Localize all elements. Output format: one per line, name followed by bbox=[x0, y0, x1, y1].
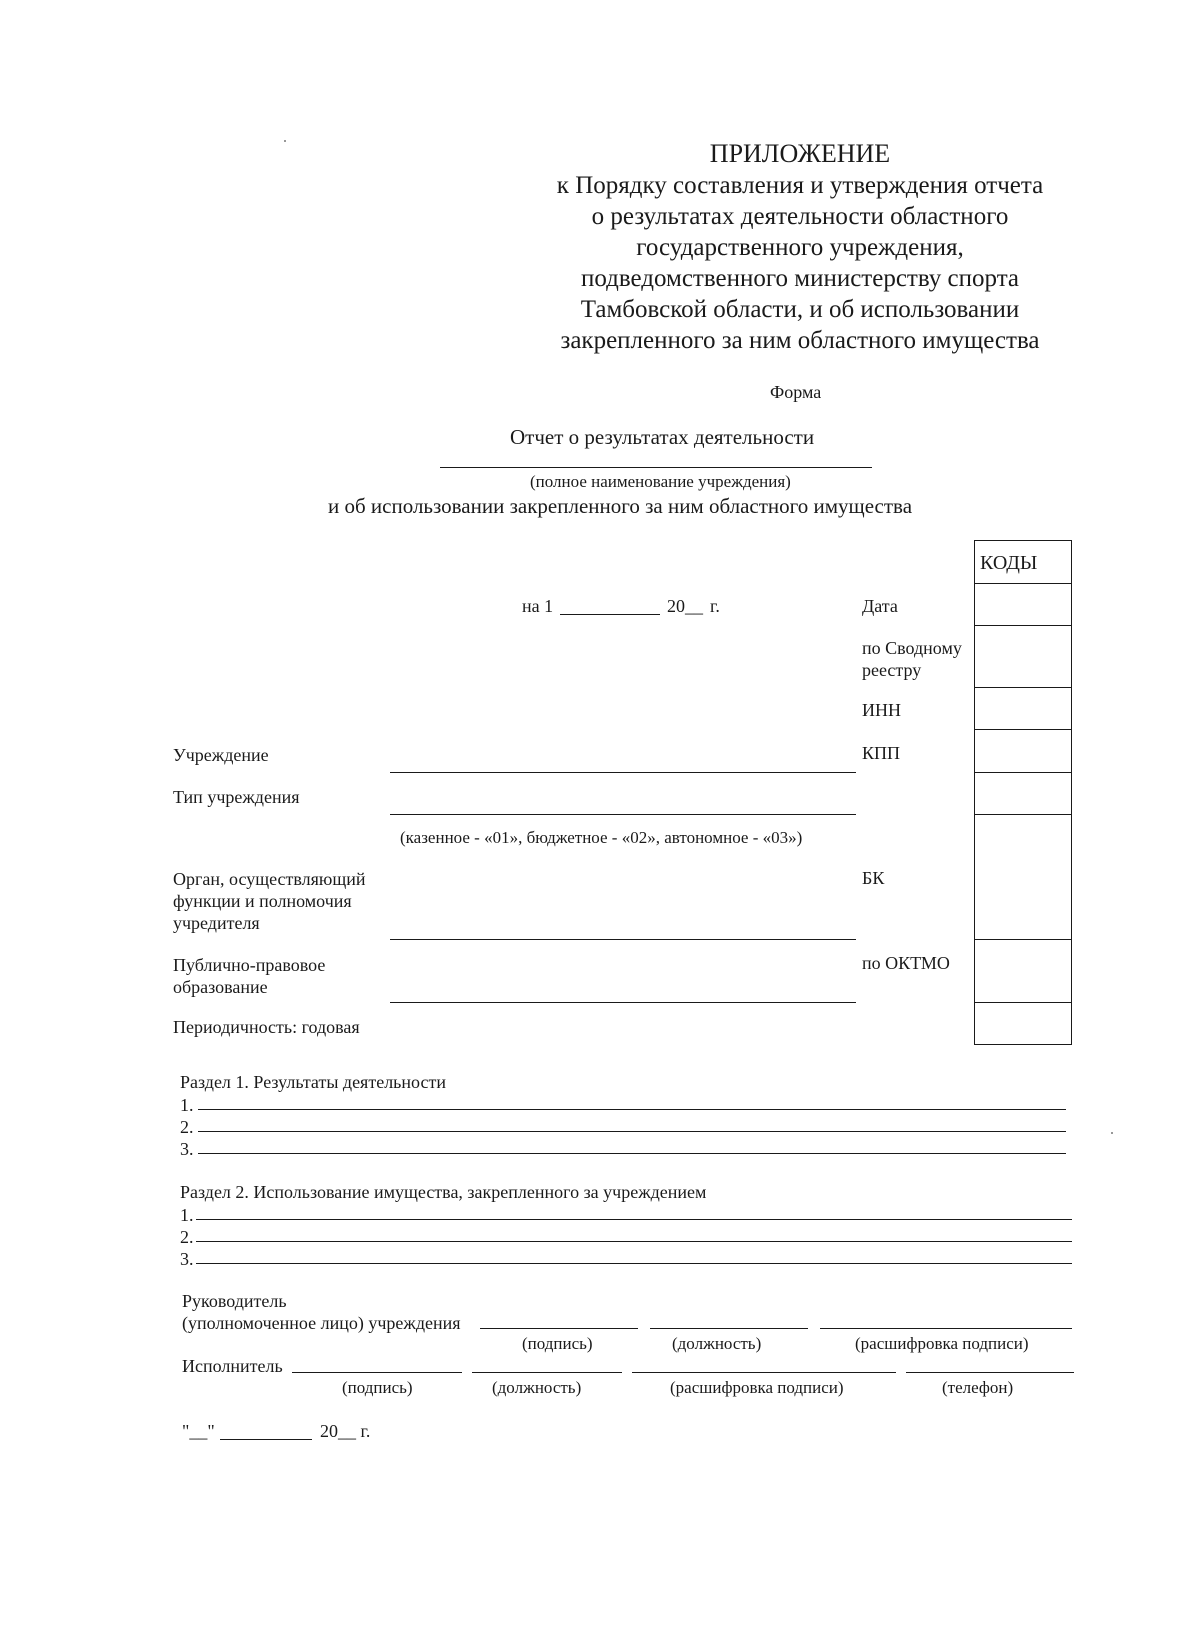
head-caption-signature: (подпись) bbox=[522, 1334, 593, 1353]
head-label-1: Руководитель bbox=[182, 1291, 287, 1311]
form-label: Форма bbox=[770, 382, 822, 402]
appendix-line: Тамбовской области, и об использовании bbox=[580, 296, 1020, 323]
institution-type-hint: (казенное - «01», бюджетное - «02», автономное - «03») bbox=[400, 828, 803, 847]
executor-signature-line[interactable] bbox=[292, 1372, 462, 1373]
code-cell-type[interactable] bbox=[975, 772, 1071, 815]
section2-item-number: 1. bbox=[180, 1205, 194, 1225]
executor-name-line[interactable] bbox=[632, 1372, 896, 1373]
code-cell-inn[interactable] bbox=[975, 687, 1071, 730]
scan-speck bbox=[284, 140, 286, 142]
label-periodicity: Периодичность: годовая bbox=[173, 1017, 360, 1037]
codes-table bbox=[974, 540, 1072, 1045]
appendix-line: закрепленного за ним областного имущества bbox=[560, 327, 1040, 354]
section1-item-number: 2. bbox=[180, 1117, 194, 1137]
label-bk: БК bbox=[862, 868, 885, 888]
institution-name-hint: (полное наименование учреждения) bbox=[530, 472, 791, 491]
label-date: Дата bbox=[862, 596, 898, 616]
signature-date-day: "__" bbox=[182, 1421, 215, 1441]
label-founder-2: функции и полномочия bbox=[173, 891, 352, 911]
appendix-line: к Порядку составления и утверждения отчета bbox=[556, 172, 1044, 199]
section2-line-2[interactable] bbox=[196, 1241, 1072, 1242]
code-cell-date[interactable] bbox=[975, 583, 1071, 626]
code-cell-bk[interactable] bbox=[975, 814, 1071, 940]
date-year: 20__ bbox=[667, 596, 703, 616]
codes-header: КОДЫ bbox=[980, 552, 1038, 574]
code-cell-kpp[interactable] bbox=[975, 729, 1071, 773]
section1-item-number: 1. bbox=[180, 1095, 194, 1115]
institution-type-field[interactable] bbox=[390, 814, 856, 815]
report-subtitle: и об использовании закрепленного за ним областного имущества bbox=[328, 494, 913, 518]
head-name-line[interactable] bbox=[820, 1328, 1072, 1329]
label-founder-3: учредителя bbox=[173, 913, 260, 933]
appendix-line: о результатах деятельности областного bbox=[591, 203, 1009, 230]
date-prefix: на 1 bbox=[522, 596, 554, 616]
section2-title: Раздел 2. Использование имущества, закрепленного за учреждением bbox=[180, 1182, 707, 1202]
label-inn: ИНН bbox=[862, 700, 901, 720]
section2-line-1[interactable] bbox=[196, 1219, 1072, 1220]
executor-caption-name: (расшифровка подписи) bbox=[670, 1378, 844, 1397]
label-public-2: образование bbox=[173, 977, 268, 997]
label-institution: Учреждение bbox=[173, 745, 269, 765]
executor-position-line[interactable] bbox=[472, 1372, 622, 1373]
institution-name-line[interactable] bbox=[440, 467, 872, 468]
head-position-line[interactable] bbox=[650, 1328, 808, 1329]
section1-line-3[interactable] bbox=[198, 1153, 1066, 1154]
appendix-line: государственного учреждения, bbox=[636, 234, 964, 261]
label-kpp: КПП bbox=[862, 743, 901, 763]
signature-date-month-line[interactable] bbox=[220, 1439, 312, 1440]
section1-title: Раздел 1. Результаты деятельности bbox=[180, 1072, 446, 1092]
head-caption-position: (должность) bbox=[672, 1334, 762, 1353]
report-title: Отчет о результатах деятельности bbox=[510, 425, 815, 449]
founder-field[interactable] bbox=[390, 939, 856, 940]
institution-field[interactable] bbox=[390, 772, 856, 773]
head-caption-name: (расшифровка подписи) bbox=[855, 1334, 1029, 1353]
label-public-1: Публично-правовое bbox=[173, 955, 326, 975]
section1-item-number: 3. bbox=[180, 1139, 194, 1159]
appendix-title: ПРИЛОЖЕНИЕ bbox=[709, 139, 891, 168]
label-registry-2: реестру bbox=[862, 660, 922, 680]
label-institution-type: Тип учреждения bbox=[173, 787, 300, 807]
executor-phone-line[interactable] bbox=[906, 1372, 1074, 1373]
executor-caption-phone: (телефон) bbox=[942, 1378, 1014, 1397]
code-cell-oktmo[interactable] bbox=[975, 939, 1071, 1003]
head-label-2: (уполномоченное лицо) учреждения bbox=[182, 1313, 461, 1333]
executor-label: Исполнитель bbox=[182, 1356, 283, 1376]
section2-line-3[interactable] bbox=[196, 1263, 1072, 1264]
executor-caption-position: (должность) bbox=[492, 1378, 582, 1397]
label-oktmo: по ОКТМО bbox=[862, 953, 950, 973]
section2-item-number: 3. bbox=[180, 1249, 194, 1269]
public-entity-field[interactable] bbox=[390, 1002, 856, 1003]
appendix-text bbox=[520, 170, 1080, 356]
code-cell-registry[interactable] bbox=[975, 625, 1071, 688]
executor-caption-signature: (подпись) bbox=[342, 1378, 413, 1397]
head-signature-line[interactable] bbox=[480, 1328, 638, 1329]
appendix-line: подведомственного министерству спорта bbox=[580, 265, 1020, 292]
label-registry-1: по Сводному bbox=[862, 638, 962, 658]
section1-line-1[interactable] bbox=[198, 1109, 1066, 1110]
signature-date-year: 20__ г. bbox=[320, 1421, 371, 1441]
date-month-blank[interactable] bbox=[560, 614, 660, 615]
label-founder-1: Орган, осуществляющий bbox=[173, 869, 366, 889]
scan-speck bbox=[1111, 1132, 1113, 1134]
date-suffix: г. bbox=[710, 596, 720, 616]
code-cell-periodicity[interactable] bbox=[975, 1002, 1071, 1044]
section1-line-2[interactable] bbox=[198, 1131, 1066, 1132]
section2-item-number: 2. bbox=[180, 1227, 194, 1247]
